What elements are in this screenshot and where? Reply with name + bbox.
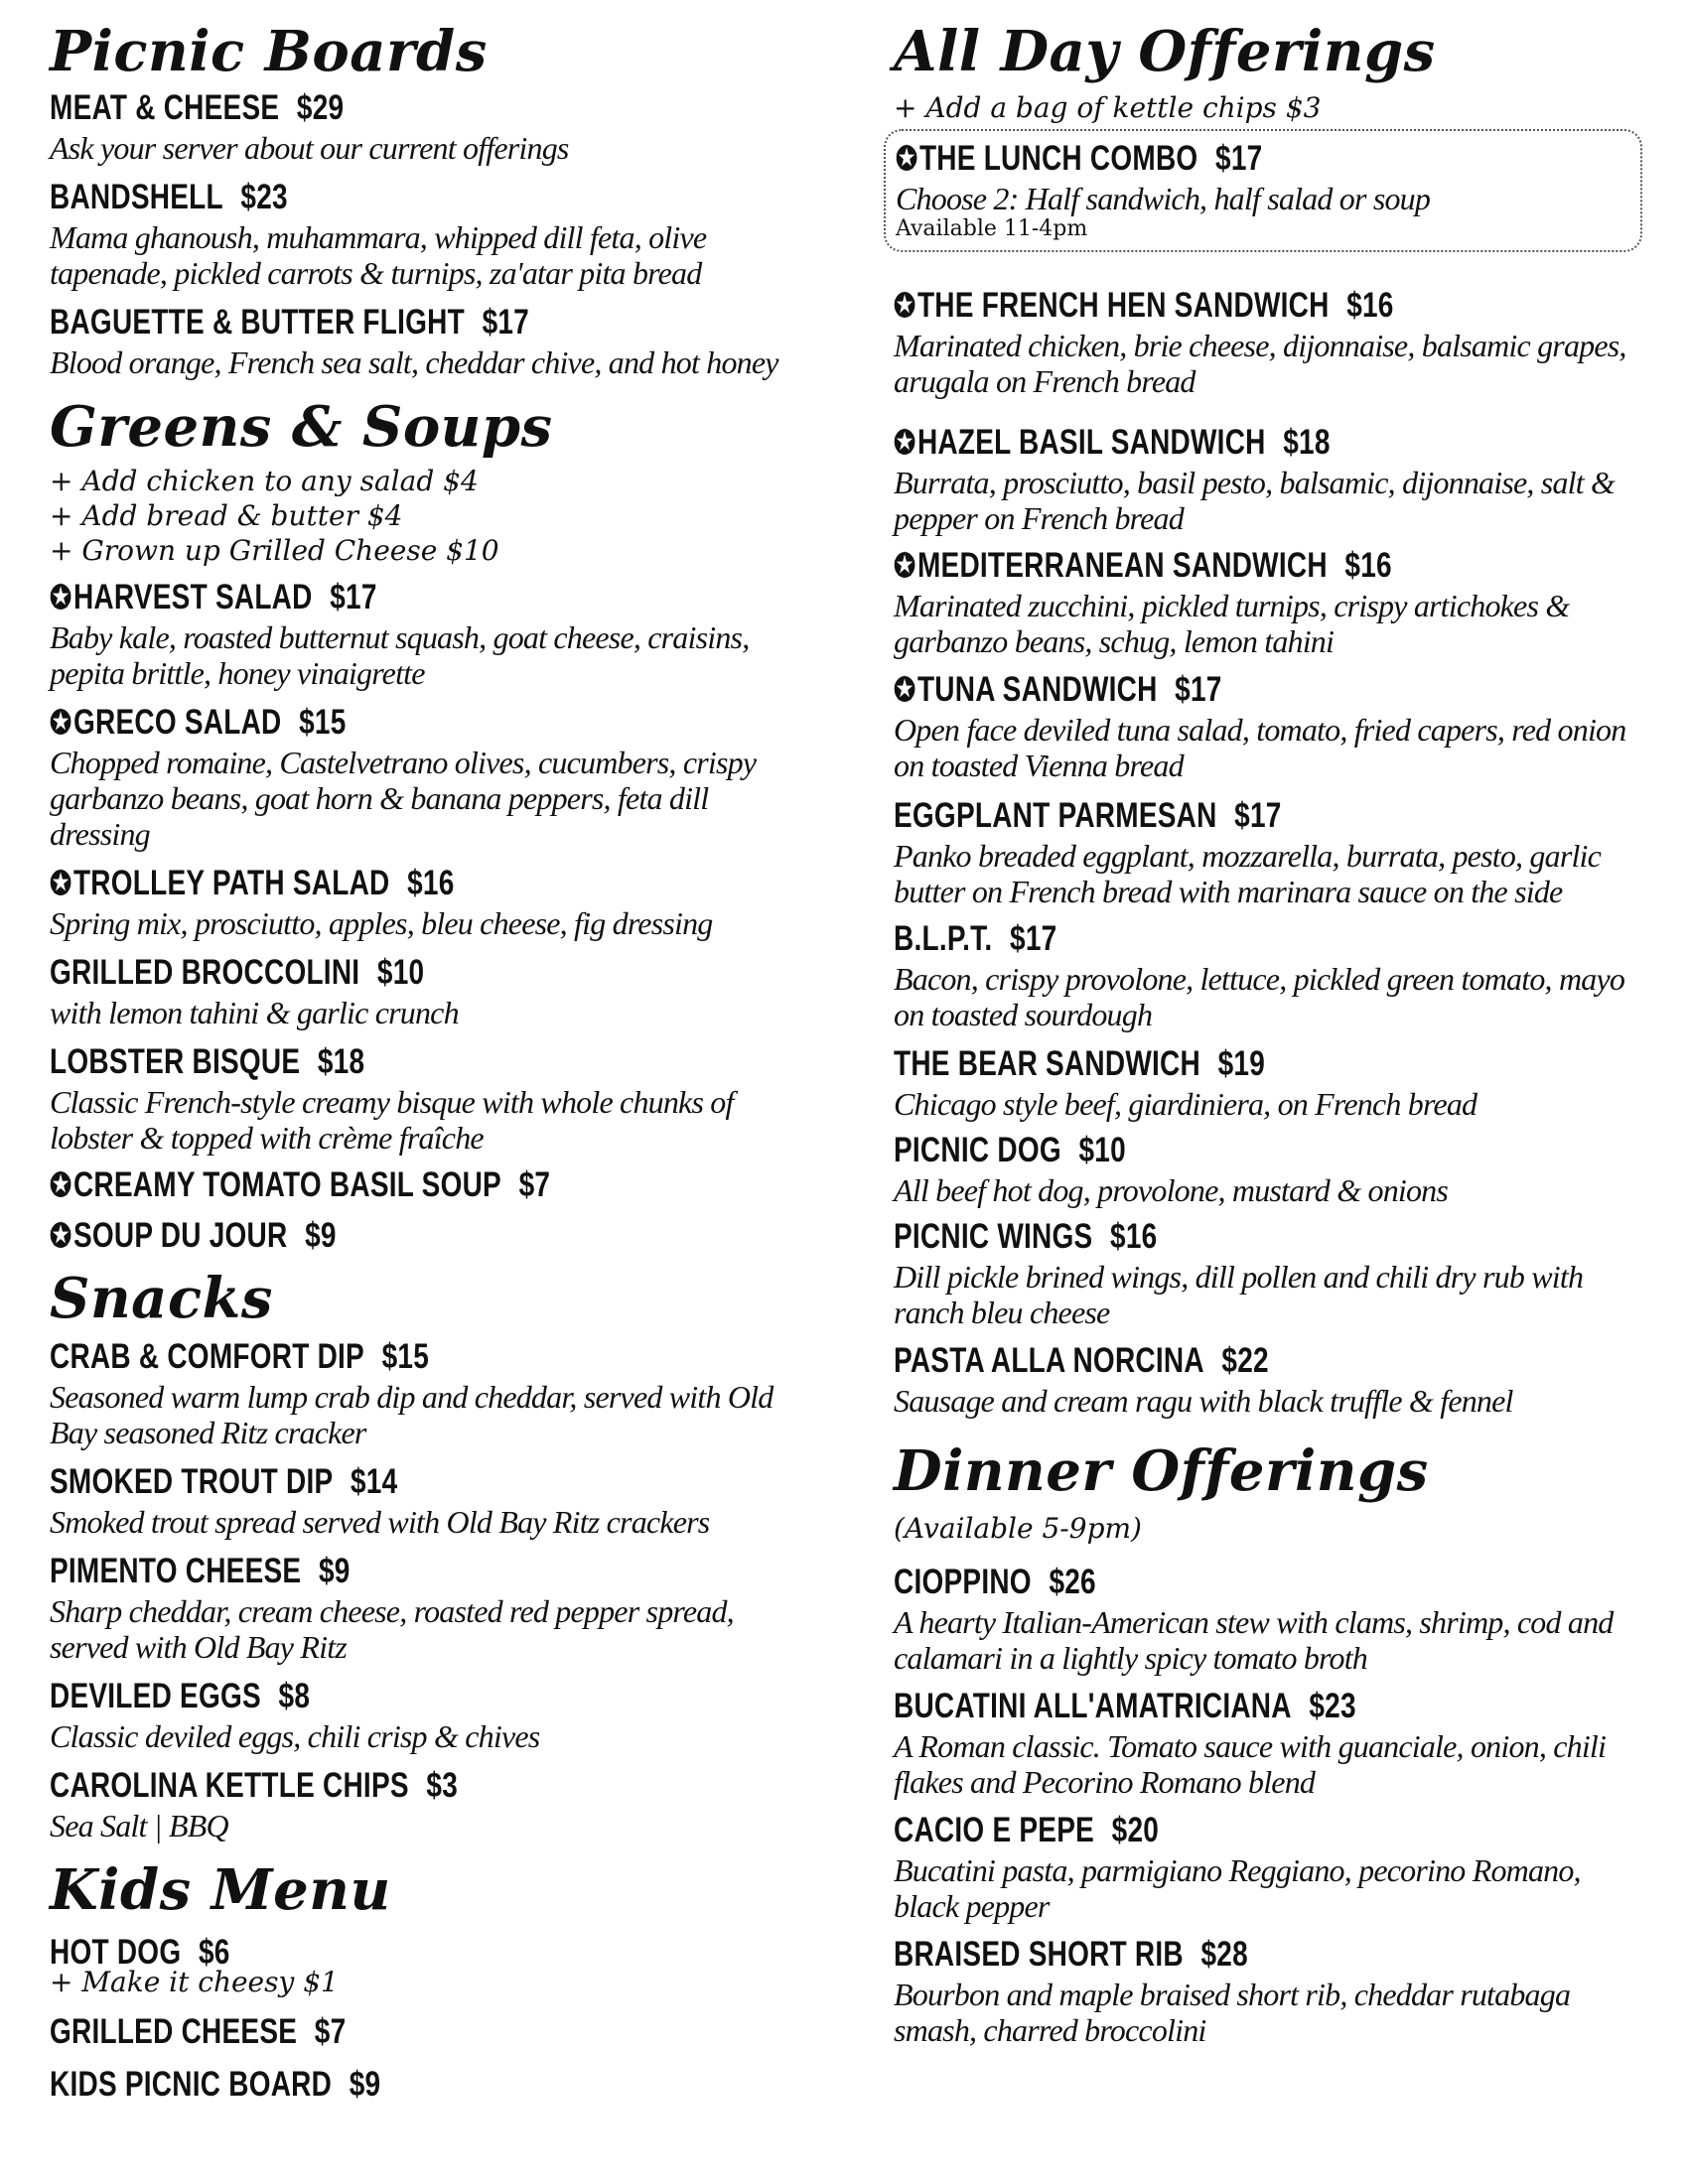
section-title-kids-menu: Kids Menu [50,1857,391,1923]
item-price: $7 [518,1165,551,1204]
menu-item [894,1129,1648,1208]
item-description: Classic deviled eggs, chili crisp & chives [50,1718,540,1754]
menu-item [894,1215,1609,1330]
item-name: TROLLEY PATH SALAD [72,864,390,902]
item-description: Open face deviled tuna salad, tomato, fried capers, red onion on toasted Vienna bread [894,712,1626,783]
item-name: PASTA ALLA NORCINA [894,1341,1204,1380]
star-icon: ✪ [894,547,916,584]
star-icon: ✪ [50,579,72,615]
item-price: $28 [1200,1935,1248,1974]
menu-item [894,1809,1599,1924]
addon-line: + Add chicken to any salad $4 [50,465,479,497]
menu-item [894,917,1638,1032]
item-name: EGGPLANT PARMESAN [894,796,1217,835]
item-price: $9 [349,2065,381,2104]
item-price: $16 [1346,286,1394,325]
addon-line: + Grown up Grilled Cheese $10 [50,534,499,567]
item-description: A hearty Italian-American stew with clams, shrimp, cod and calamari in a lightly spicy tomato broth [894,1604,1614,1676]
item-name: BUCATINI ALL'AMATRICIANA [894,1687,1292,1725]
star-icon: ✪ [894,424,916,461]
item-name: CIOPPINO [894,1563,1032,1601]
item-description: Blood orange, French sea salt, cheddar chive, and hot honey [50,344,778,380]
item-name: MEAT & CHEESE [50,88,280,127]
menu-item [50,1163,675,1207]
item-description: Mama ghanoush, muhammara, whipped dill feta, olive tapenade, pickled carrots & turnips, za'atar pita bread [50,219,707,291]
addon-line: + Add a bag of kettle chips $3 [894,91,1322,124]
item-name: PICNIC DOG [894,1131,1061,1169]
item-description: Baby kale, roasted butternut squash, goat cheese, craisins, pepita brittle, honey vinaigrette [50,619,750,691]
item-description: with lemon tahini & garlic crunch [50,995,459,1030]
addon-line: + Make it cheesy $1 [50,1966,339,1998]
item-price: $10 [1078,1131,1126,1169]
menu-item [894,544,1638,659]
item-description: Smoked trout spread served with Old Bay Ritz crackers [50,1504,710,1540]
menu-item [894,284,1638,399]
menu-item [50,862,804,941]
item-description: Chicago style beef, giardiniera, on French bread [894,1086,1477,1122]
menu-item [894,668,1648,783]
menu-item [894,1339,1648,1419]
menu-item [50,1214,408,1258]
item-description: Chopped romaine, Castelvetrano olives, cucumbers, crispy garbanzo beans, goat horn & banana peppers, feta dill dressing [50,745,757,852]
item-description: Seasoned warm lump crab dip and cheddar, served with Old Bay seasoned Ritz cracker [50,1379,774,1450]
item-description: Bourbon and maple braised short rib, cheddar rutabaga smash, charred broccolini [894,1977,1571,2048]
item-price: $3 [426,1766,459,1805]
star-icon: ✪ [894,287,916,324]
item-name: PICNIC WINGS [894,1217,1093,1256]
item-price: $23 [240,178,288,216]
item-name: BAGUETTE & BUTTER FLIGHT [50,303,465,341]
availability-note: Available 11-4pm [896,216,1088,241]
star-icon: ✪ [50,1217,72,1254]
item-description: All beef hot dog, provolone, mustard & onions [894,1172,1449,1208]
item-price: $9 [305,1216,337,1255]
item-price: $16 [407,864,455,902]
item-description: Marinated zucchini, pickled turnips, crispy artichokes & garbanzo beans, schug, lemon tahini [894,588,1570,659]
item-price: $9 [318,1552,351,1590]
item-price: $18 [1283,423,1331,462]
item-description: Marinated chicken, brie cheese, dijonnaise, balsamic grapes, arugala on French bread [894,328,1626,399]
item-price: $14 [351,1462,398,1501]
menu-item [50,576,765,691]
menu-item [50,1335,784,1450]
section-title-snacks: Snacks [50,1266,273,1331]
item-price: $17 [1234,796,1282,835]
item-description: A Roman classic. Tomato sauce with guanciale, onion, chili flakes and Pecorino Romano blend [894,1728,1607,1800]
item-description: Choose 2: Half sandwich, half salad or soup [896,181,1431,216]
item-price: $18 [317,1042,365,1081]
menu-item [894,1685,1609,1800]
item-name: HOT DOG [50,1933,182,1972]
item-description: Panko breaded eggplant, mozzarella, burrata, pesto, garlic butter on French bread with marinara sauce on the side [894,838,1602,909]
item-name: THE BEAR SANDWICH [894,1044,1200,1083]
item-description: Spring mix, prosciutto, apples, bleu cheese, fig dressing [50,905,713,941]
menu-item [894,1933,1589,2048]
item-price: $10 [376,953,425,992]
menu-item [50,1460,804,1540]
menu-item [50,86,569,166]
section-title-all-day: All Day Offerings [894,19,1436,84]
item-name: SOUP DU JOUR [72,1216,288,1255]
menu-item [50,1931,339,1999]
item-price: $22 [1221,1341,1269,1380]
item-name: GRECO SALAD [72,703,282,742]
item-description: Burrata, prosciutto, basil pesto, balsamic, dijonnaise, salt & pepper on French bread [894,465,1616,536]
item-price: $17 [1010,919,1057,958]
menu-item [50,1675,804,1754]
menu-item [50,176,765,291]
star-icon: ✪ [894,671,916,708]
item-description: Bacon, crispy provolone, lettuce, pickled green tomato, mayo on toasted sourdough [894,961,1625,1032]
item-name: LOBSTER BISQUE [50,1042,301,1081]
item-price: $29 [296,88,345,127]
item-description: Ask your server about our current offerings [50,130,569,166]
item-name: TUNA SANDWICH [916,670,1158,709]
addon-line: + Add bread & butter $4 [50,499,403,532]
section-title-dinner: Dinner Offerings [894,1438,1429,1504]
item-price: $7 [314,2012,347,2051]
item-description: Sharp cheddar, cream cheese, roasted red pepper spread, served with Old Bay Ritz [50,1593,734,1665]
item-name: THE FRENCH HEN SANDWICH [916,286,1330,325]
item-price: $8 [278,1677,311,1715]
item-price: $15 [381,1337,430,1376]
menu-item [50,2010,420,2054]
item-price: $17 [1175,670,1222,709]
item-price: $6 [198,1933,230,1972]
item-name: CRAB & COMFORT DIP [50,1337,364,1376]
item-price: $20 [1111,1811,1160,1849]
item-price: $19 [1217,1044,1266,1083]
item-name: CAROLINA KETTLE CHIPS [50,1766,409,1805]
item-price: $23 [1309,1687,1356,1725]
item-price: $16 [1344,546,1392,585]
item-description: Sea Salt | BBQ [50,1808,228,1843]
addon-list [50,464,499,568]
item-description: Sausage and cream ragu with black truffle & fennel [894,1383,1513,1419]
item-description: Dill pickle brined wings, dill pollen and chili dry rub with ranch bleu cheese [894,1259,1584,1330]
star-icon: ✪ [896,140,918,177]
item-name: SMOKED TROUT DIP [50,1462,334,1501]
menu-item [50,2063,464,2107]
item-price: $17 [330,578,377,616]
item-name: BRAISED SHORT RIB [894,1935,1184,1974]
menu-item [50,1550,765,1665]
item-price: $16 [1110,1217,1158,1256]
menu-item [50,951,765,1030]
item-name: HAZEL BASIL SANDWICH [916,423,1266,462]
item-price: $17 [1215,139,1263,178]
item-price: $26 [1049,1563,1096,1601]
menu-item [50,301,804,380]
menu-item [50,701,765,852]
item-description: Bucatini pasta, parmigiano Reggiano, pecorino Romano, black pepper [894,1852,1581,1924]
menu-item [894,421,1638,536]
lunch-combo-box [884,129,1642,252]
addon-line: (Available 5-9pm) [894,1512,1142,1545]
star-icon: ✪ [50,704,72,741]
item-name: GRILLED CHEESE [50,2012,298,2051]
item-name: THE LUNCH COMBO [918,139,1198,178]
item-name: HARVEST SALAD [72,578,313,616]
item-name: DEVILED EGGS [50,1677,261,1715]
item-name: PIMENTO CHEESE [50,1552,302,1590]
star-icon: ✪ [50,1166,72,1203]
menu-item [50,1040,765,1156]
menu-item [894,1561,1638,1676]
menu-item [894,1042,1648,1122]
item-name: CACIO E PEPE [894,1811,1095,1849]
item-name: GRILLED BROCCOLINI [50,953,360,992]
item-name: B.L.P.T. [894,919,993,958]
section-title-picnic-boards: Picnic Boards [50,19,488,84]
item-name: BANDSHELL [50,178,223,216]
menu-item [50,1764,804,1843]
star-icon: ✪ [50,865,72,901]
item-price: $15 [299,703,347,742]
item-name: CREAMY TOMATO BASIL SOUP [72,1165,501,1204]
item-price: $17 [482,303,529,341]
item-name: MEDITERRANEAN SANDWICH [916,546,1328,585]
section-title-greens-soups: Greens & Soups [50,394,553,460]
menu-item [894,794,1648,909]
item-description: Classic French-style creamy bisque with whole chunks of lobster & topped with crème fraîche [50,1084,734,1156]
item-name: KIDS PICNIC BOARD [50,2065,333,2104]
